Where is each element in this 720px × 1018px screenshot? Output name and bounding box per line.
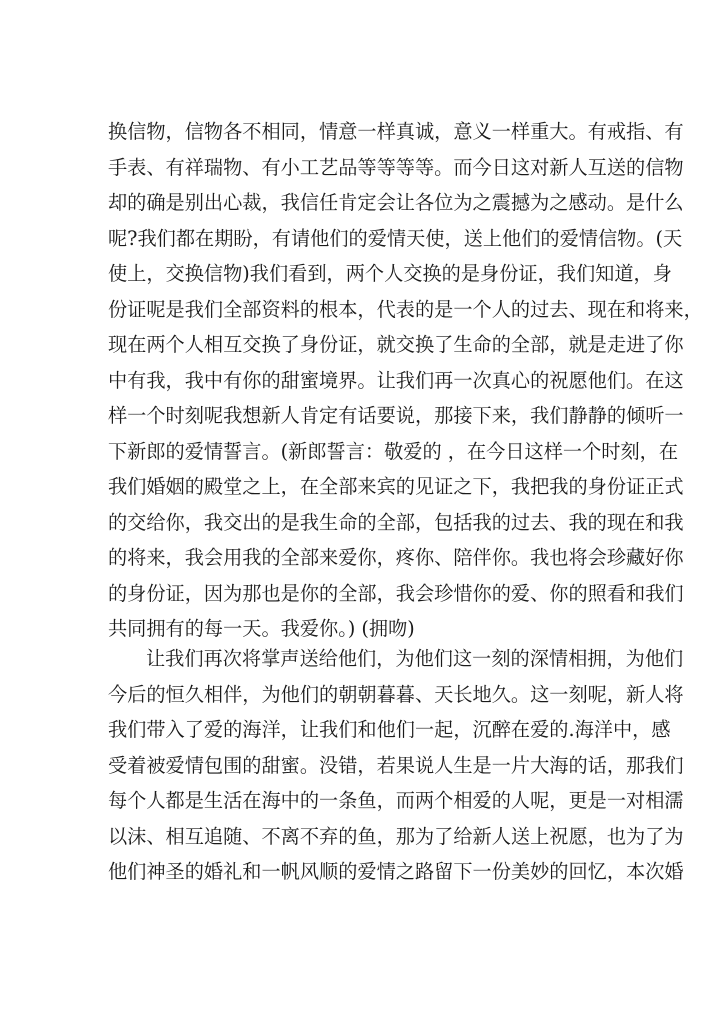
text-line: 的身份证，因为那也是你的全部，我会珍惜你的爱、你的照看和我们 <box>108 581 684 605</box>
text-line: 的交给你，我交出的是我生命的全部，包括我的过去、我的现在和我 <box>108 510 684 534</box>
text-line: 我们带入了爱的海洋，让我们和他们一起，沉醉在爱的.海洋中，感 <box>108 718 671 741</box>
text-line: 今后的恒久相伴，为他们的朝朝暮暮、天长地久。这一刻呢，新人将 <box>108 682 684 706</box>
text-line: 却的确是别出心裁，我信任肯定会让各位为之震撼为之感动。是什么 <box>108 191 684 214</box>
text-line: 受着被爱情包围的甜蜜。没错，若果说人生是一片大海的话，那我们 <box>108 753 684 777</box>
text-line: 的将来，我会用我的全部来爱你，疼你、陪伴你。我也将会珍藏好你 <box>108 546 684 569</box>
text-line: 以沫、相互追随、不离不弃的鱼，那为了给新人送上祝愿，也为了为 <box>108 824 684 848</box>
text-line: 样一个时刻呢我想新人肯定有话要说，那接下来，我们静静的倾听一 <box>108 404 684 427</box>
text-line: 他们神圣的婚礼和一帆风顺的爱情之路留下一份美妙的回忆，本次婚 <box>108 860 684 883</box>
text-line: 下新郎的爱情誓言。(新郎誓言：敬爱的 ，在今日这样一个时刻，在 <box>108 439 679 463</box>
text-line: 呢?我们都在期盼，有请他们的爱情天使，送上他们的爱情信物。(天 <box>108 226 683 250</box>
text-line: 我们婚姻的殿堂之上，在全部来宾的见证之下，我把我的身份证正式 <box>108 475 684 498</box>
text-line: 每个人都是生活在海中的一条鱼，而两个相爱的人呢，更是一对相濡 <box>108 789 684 812</box>
text-line: 中有我，我中有你的甜蜜境界。让我们再一次真心的祝愿他们。在这 <box>108 368 684 392</box>
text-line: 手表、有祥瑞物、有小工艺品等等等等。而今日这对新人互送的信物 <box>108 155 684 179</box>
text-line: 份证呢是我们全部资料的根本，代表的是一个人的过去、现在和将来， <box>108 297 703 321</box>
text-line: 共同拥有的每一天。我爱你。) (拥吻) <box>108 617 415 640</box>
text-line: 现在两个人相互交换了身份证，就交换了生命的全部，就是走进了你 <box>108 333 684 356</box>
text-line: 使上，交换信物)我们看到，两个人交换的是身份证，我们知道，身 <box>108 262 672 285</box>
paragraph-2 <box>108 641 684 890</box>
text-line: 换信物，信物各不相同，情意一样真诚，意义一样重大。有戒指、有 <box>108 120 684 143</box>
paragraph-1 <box>108 114 703 647</box>
text-line: 让我们再次将掌声送给他们，为他们这一刻的深情相拥，为他们 <box>146 647 684 670</box>
